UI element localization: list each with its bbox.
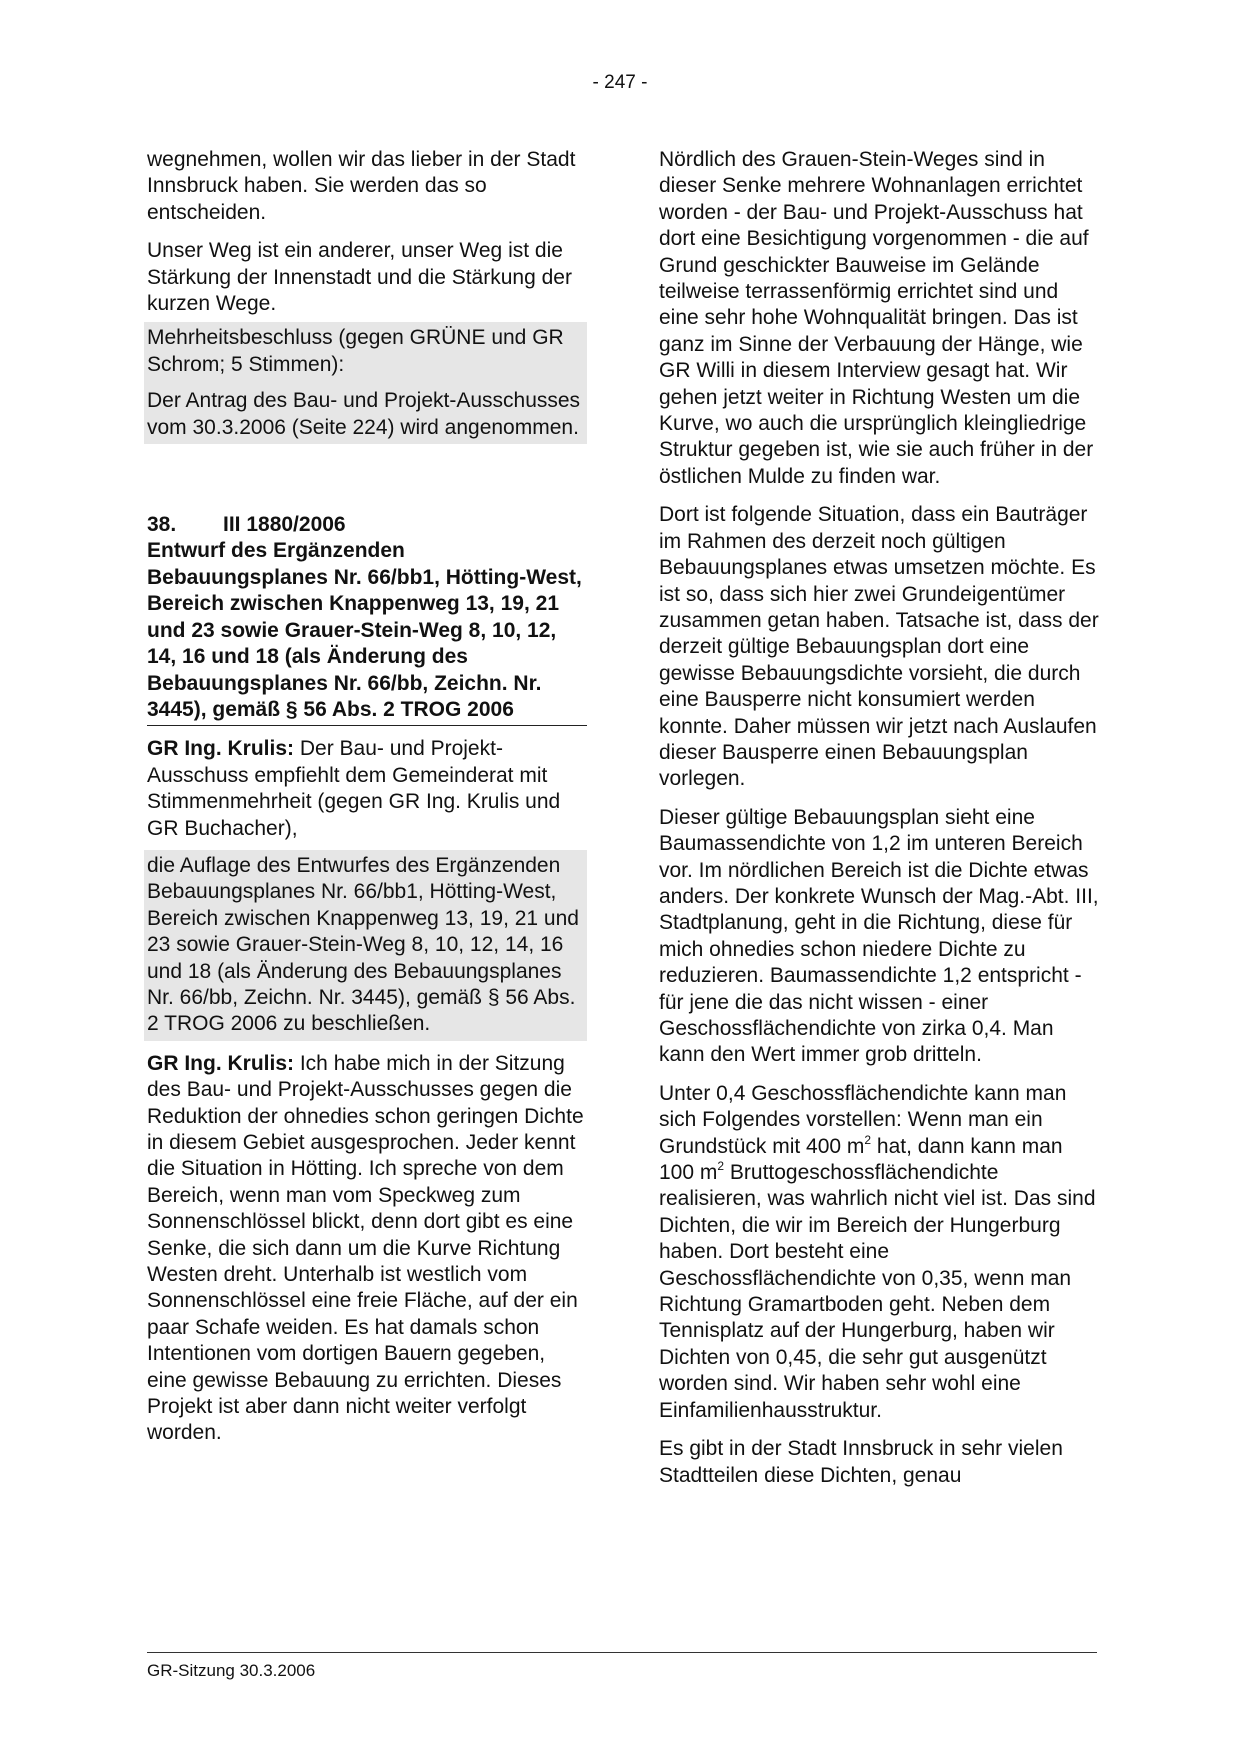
speech-paragraph [147, 736, 587, 842]
superscript: 2 [717, 1159, 725, 1174]
paragraph: Es gibt in der Stadt Innsbruck in sehr vielen Stadtteilen diese Dichten, genau [659, 1437, 1063, 1487]
motion-text: die Auflage des Entwurfes des Ergänzenden Bebauungsplanes Nr. 66/bb1, Hötting-West, Bereich zwischen Knappenweg 13, 19, 21 und 23 sowie Grauer-Stein-Weg 8, 10, 12, 14, 16 und 18 (als Änderung des Bebauungsplanes Nr. 66/bb, Zeichn. Nr. 3445), gemäß § 56 Abs. 2 TROG 2006 zu beschließen. [147, 853, 579, 1036]
right-column [659, 147, 1099, 1489]
speech-text: Ich habe mich in der Sitzung des Bau- und Projekt-Ausschusses gegen die Reduktion der ohnedies schon geringen Dichte in diesem Gebiet ausgesprochen. Jeder kennt die Situation in Hötting. Ich spreche von dem Bereich, wenn man vom Speckweg zum Sonnenschlössel blickt, denn dort gibt es eine Senke, die sich dann um die Kurve Richtung Westen dreht. Unterhalb ist westlich vom Sonnenschlössel eine freie Fläche, auf der ein paar Schafe weiden. Es hat damals schon Intentionen vom dortigen Bauern gegeben, eine gewisse Bebauung zu errichten. Dieses Projekt ist aber dann nicht weiter verfolgt worden. [147, 1051, 584, 1445]
page-number: - 247 - [592, 72, 648, 93]
agenda-item-reference: III 1880/2006 [223, 513, 346, 537]
motion-box [144, 850, 587, 1041]
agenda-item-number: 38. [147, 513, 177, 537]
agenda-item-heading [147, 512, 587, 538]
paragraph: Nördlich des Grauen-Stein-Weges sind in dieser Senke mehrere Wohnanlagen errichtet worden - der Bau- und Projekt-Ausschuss hat dort eine Besichtigung vorgenommen - die auf Grund geschickter Bauweise im Gelände teilweise terrassenförmig errichtet sind und eine sehr hohe Wohnqualität bringen. Das ist ganz im Sinne der Verbauung der Hänge, wie GR Willi in diesem Interview gesagt hat. Wir gehen jetzt weiter in Richtung Westen um die Kurve, wo auch die ursprünglich kleingliedrige Struktur gegeben ist, wie sie auch früher in der östlichen Mulde zu finden war. [659, 148, 1094, 488]
agenda-item-title-block [147, 538, 587, 726]
resolution-result: Der Antrag des Bau- und Projekt-Ausschusses vom 30.3.2006 (Seite 224) wird angenommen. [147, 389, 581, 439]
text-run: hat, dann kann man 100 m [659, 1134, 1063, 1185]
resolution-vote: Mehrheitsbeschluss (gegen GRÜNE und GR Schrom; 5 Stimmen): [147, 326, 564, 376]
paragraph: Unser Weg ist ein anderer, unser Weg ist die Stärkung der Innenstadt und die Stärkung der kurzen Wege. [147, 239, 572, 316]
page-footer: GR-Sitzung 30.3.2006 [147, 1652, 1097, 1681]
text-run: Bruttogeschossflächendichte realisieren, was wahrlich nicht viel ist. Das sind Dichten, die wir im Bereich der Hungerburg haben. Dort besteht eine Geschossflächendichte von 0,35, wenn man Richtung Gramartboden geht. Neben dem Tennisplatz auf der Hungerburg, haben wir Dichten von 0,45, die sehr gut ausgenützt worden sind. Wir haben sehr wohl eine Einfamilienhausstruktur. [659, 1161, 1096, 1422]
left-column [147, 147, 587, 1447]
speech-text: Der Bau- und Projekt-Ausschuss empfiehlt dem Gemeinderat mit Stimmenmehrheit (gegen GR Ing. Krulis und GR Buchacher), [147, 737, 561, 840]
paragraph: Dort ist folgende Situation, dass ein Bauträger im Rahmen des derzeit noch gültigen Bebauungsplanes etwas umsetzen möchte. Es ist so, dass sich hier zwei Grundeigentümer zusammen getan haben. Tatsache ist, dass der derzeit gültige Bebauungsplan dort eine gewisse Bebauungsdichte vorsieht, die durch eine Bausperre nicht konsumiert werden konnte. Daher müssen wir jetzt nach Auslaufen dieser Bausperre einen Bebauungsplan vorlegen. [659, 503, 1099, 791]
paragraph: wegnehmen, wollen wir das lieber in der Stadt Innsbruck haben. Sie werden das so entscheiden. [147, 148, 576, 224]
speaker-name: GR Ing. Krulis: [147, 1051, 294, 1075]
paragraph: Dieser gültige Bebauungsplan sieht eine Baumassendichte von 1,2 im unteren Bereich vor. Im nördlichen Bereich ist die Dichte etwas anders. Der konkrete Wunsch der Mag.-Abt. III, Stadtplanung, geht in die Richtung, diese für mich ohnedies schon niedere Dichte zu reduzieren. Baumassendichte 1,2 entspricht - für jene die das nicht wissen - einer Geschossflächendichte von zirka 0,4. Man kann den Wert immer grob dritteln. [659, 805, 1099, 1067]
speaker-name: GR Ing. Krulis: [147, 737, 294, 761]
agenda-item-title: Entwurf des Ergänzenden Bebauungsplanes Nr. 66/bb1, Hötting-West, Bereich zwischen Knappenweg 13, 19, 21 und 23 sowie Grauer-Stein-Weg 8, 10, 12, 14, 16 und 18 (als Änderung des Bebauungsplanes Nr. 66/bb, Zeichn. Nr. 3445), gemäß § 56 Abs. 2 TROG 2006 [147, 539, 582, 721]
paragraph [659, 1081, 1099, 1424]
resolution-box [144, 322, 587, 444]
speech-paragraph [147, 1051, 587, 1447]
superscript: 2 [864, 1132, 872, 1147]
text-run: Unter 0,4 Geschossflächendichte kann man sich Folgendes vorstellen: Wenn man ein Grundstück mit 400 m [659, 1081, 1067, 1158]
